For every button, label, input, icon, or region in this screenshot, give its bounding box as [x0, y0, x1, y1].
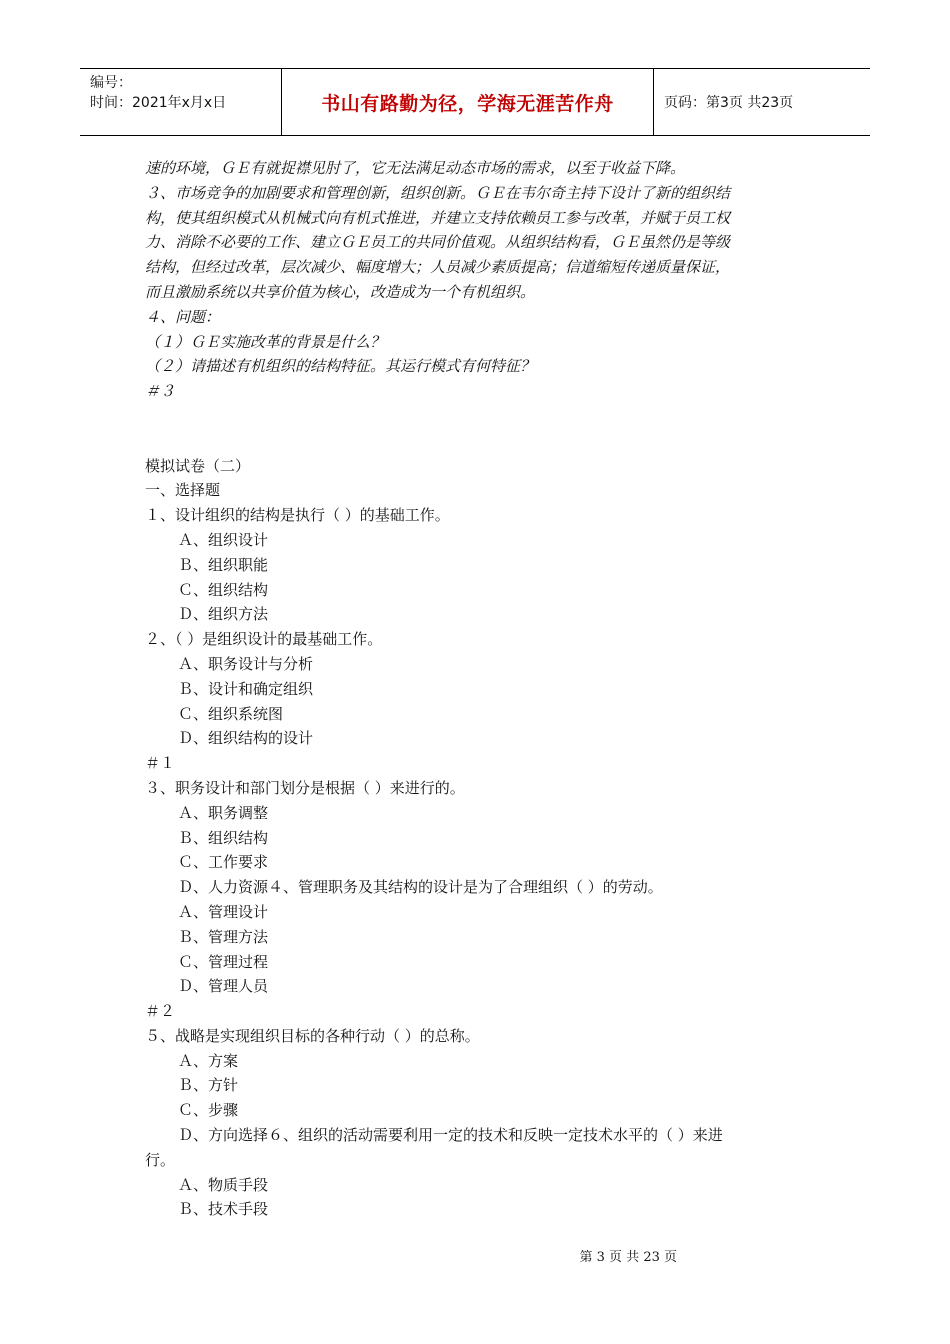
passage-line: ＃３	[145, 382, 176, 401]
time-label: 时间：2021年x月x日	[90, 95, 227, 111]
question-stem: ５、战略是实现组织目标的各种行动（ ）的总称。	[145, 1026, 480, 1045]
question-option: Ｃ、管理过程	[178, 952, 269, 971]
question-continuation: 行。	[145, 1150, 176, 1169]
passage-line: 结构，但经过改革，层次减少、幅度增大；人员减少素质提高；信道缩短传递质量保证，	[145, 258, 731, 277]
exam-title: 模拟试卷（二）	[145, 456, 251, 475]
question-option: Ａ、物质手段	[178, 1175, 269, 1194]
section-mark: ＃２	[145, 1002, 176, 1021]
question-option: Ｃ、工作要求	[178, 853, 269, 872]
question-option: Ｃ、组织系统图	[178, 704, 284, 723]
question-option: Ｂ、组织结构	[178, 828, 269, 847]
footer-page-number: 第 3 页 共 23 页	[579, 1250, 677, 1265]
section-heading: 一、选择题	[145, 481, 221, 500]
question-option: Ａ、管理设计	[178, 902, 269, 921]
question-option: Ｂ、设计和确定组织	[178, 679, 314, 698]
passage-line: 速的环境，ＧＥ有就捉襟见肘了，它无法满足动态市场的需求，以至于收益下降。	[145, 159, 686, 177]
question-option: Ｂ、管理方法	[178, 927, 269, 946]
header-page-info: 页码：第3页 共23页	[664, 95, 794, 111]
question-option: Ａ、方案	[178, 1051, 239, 1070]
question-option: Ｄ、管理人员	[178, 977, 269, 996]
question-option: Ｄ、组织结构的设计	[178, 729, 314, 748]
question-option: Ｂ、技术手段	[178, 1200, 269, 1219]
header-motto: 书山有路勤为径，学海无涯苦作舟	[282, 69, 654, 135]
passage-line: （１）ＧＥ实施改革的背景是什么？	[145, 332, 386, 351]
question-option: Ａ、职务设计与分析	[178, 654, 314, 673]
passage-line: 构，使其组织模式从机械式向有机式推进，并建立支持依赖员工参与改革，并赋于员工权	[145, 208, 731, 227]
question-stem: １、设计组织的结构是执行（ ）的基础工作。	[145, 506, 450, 525]
code-label: 编号：	[90, 75, 132, 91]
header-meta	[80, 69, 282, 135]
passage-line: （２）请描述有机组织的结构特征。其运行模式有何特征？	[145, 357, 536, 376]
section-mark: ＃１	[145, 754, 176, 773]
document-body	[145, 156, 815, 1222]
question-option: Ｃ、组织结构	[178, 580, 269, 599]
passage-line: ４、问题：	[145, 307, 221, 326]
question-option: Ｄ、人力资源４、管理职务及其结构的设计是为了合理组织（ ）的劳动。	[178, 878, 663, 897]
page-footer	[0, 1246, 950, 1265]
question-option: Ａ、组织设计	[178, 530, 269, 549]
passage-line: 力、消除不必要的工作、建立ＧＥ员工的共同价值观。从组织结构看，ＧＥ虽然仍是等级	[145, 233, 731, 252]
question-option: Ｂ、组织职能	[178, 555, 269, 574]
question-stem: ３、职务设计和部门划分是根据（ ）来进行的。	[145, 778, 465, 797]
question-option: Ｄ、组织方法	[178, 605, 269, 624]
passage-line: ３、市场竞争的加剧要求和管理创新，组织创新。ＧＥ在韦尔奇主持下设计了新的组织结	[145, 183, 731, 202]
question-option: Ａ、职务调整	[178, 803, 269, 822]
question-option: Ｃ、步骤	[178, 1101, 239, 1120]
question-option: Ｂ、方针	[178, 1076, 239, 1095]
case-passage	[145, 156, 815, 404]
page-header	[80, 68, 870, 136]
question-stem: ２、（ ）是组织设计的最基础工作。	[145, 630, 383, 649]
passage-line: 而且激励系统以共享价值为核心，改造成为一个有机组织。	[145, 282, 536, 301]
question-option: Ｄ、方向选择６、组织的活动需要利用一定的技术和反映一定技术水平的（ ）来进	[178, 1126, 723, 1145]
